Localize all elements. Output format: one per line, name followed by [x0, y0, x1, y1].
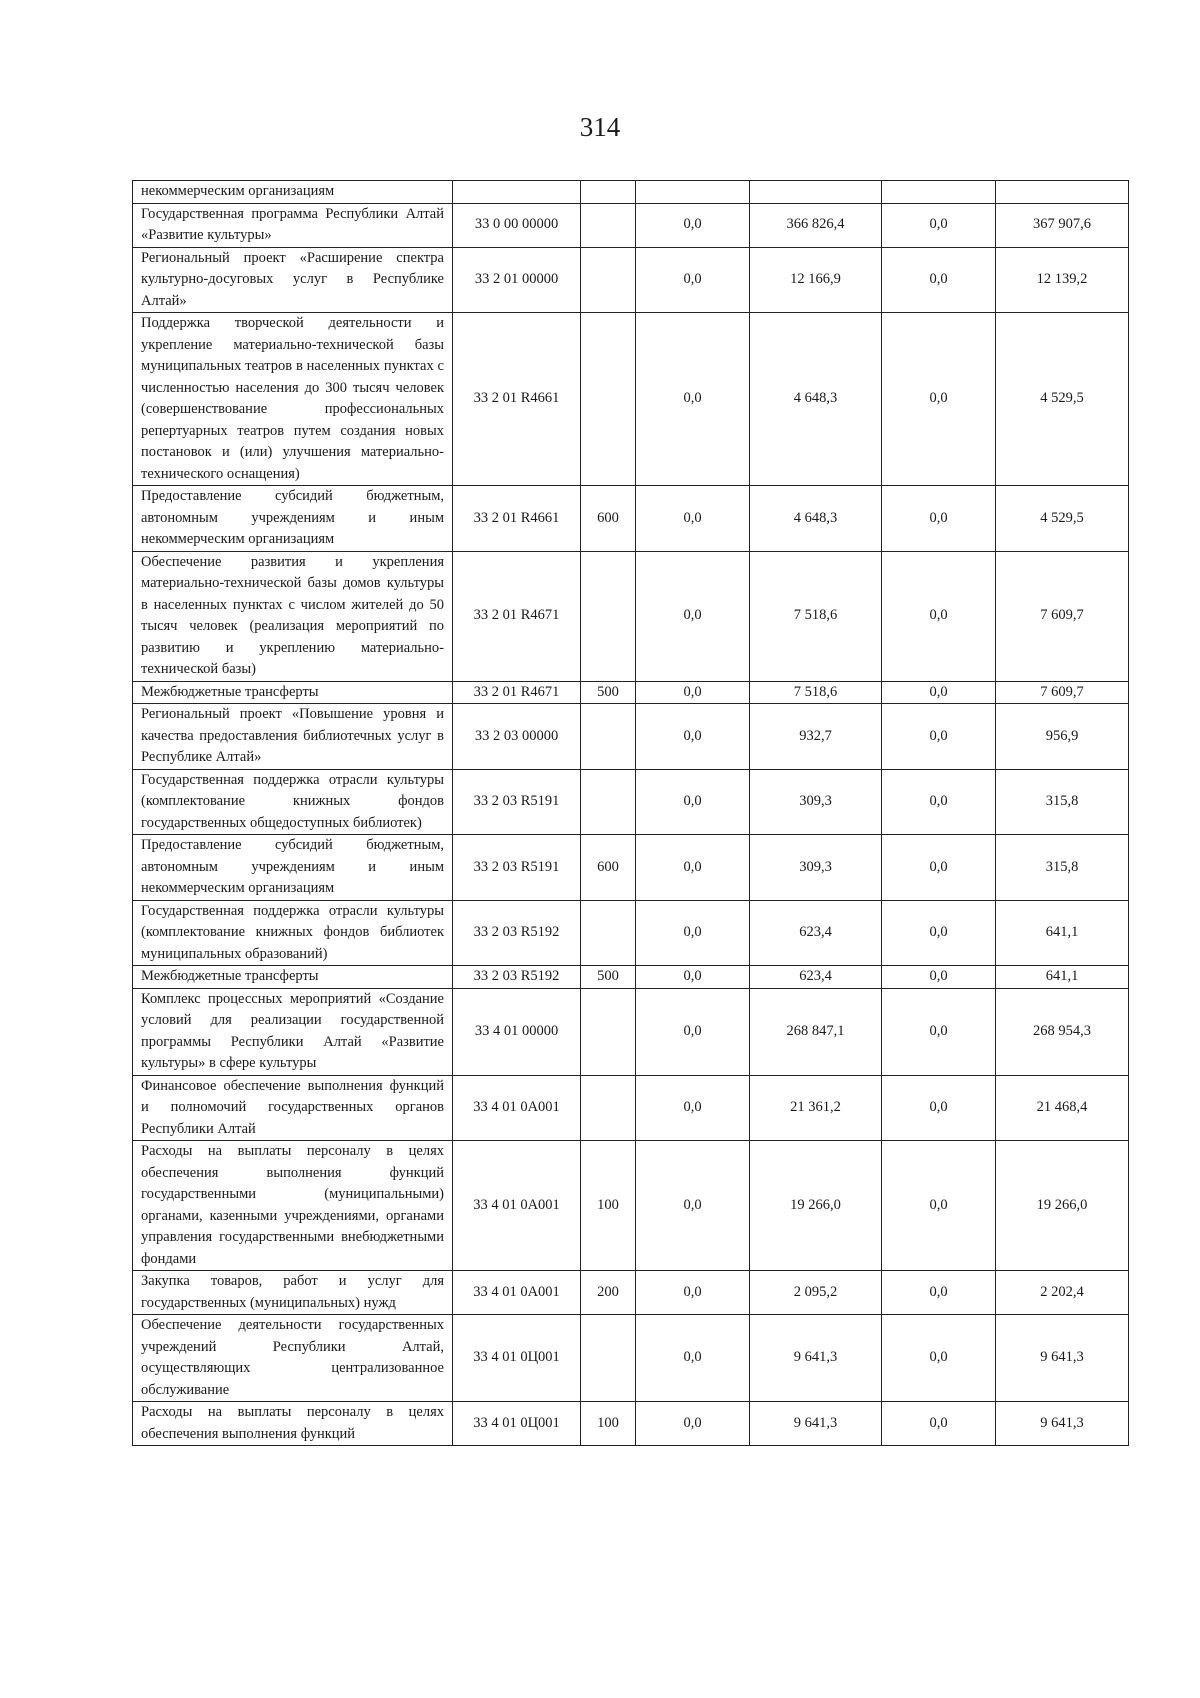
row-value-2-cell: 2 095,2 — [750, 1271, 882, 1315]
row-value-2-cell: 366 826,4 — [750, 203, 882, 247]
row-name-cell: Региональный проект «Повышение уровня и качества предоставления библиотечных услуг в Республике Алтай» — [133, 704, 453, 770]
row-expense-type-cell: 600 — [581, 835, 636, 901]
row-value-4-cell: 367 907,6 — [996, 203, 1129, 247]
row-value-4-cell: 641,1 — [996, 900, 1129, 966]
row-value-4-cell: 956,9 — [996, 704, 1129, 770]
row-value-3-cell: 0,0 — [882, 900, 996, 966]
row-value-2-cell: 12 166,9 — [750, 247, 882, 313]
row-value-1-cell: 0,0 — [636, 486, 750, 552]
row-value-3-cell: 0,0 — [882, 551, 996, 681]
page-number: 314 — [579, 112, 621, 142]
row-code-cell: 33 4 01 0А001 — [453, 1075, 581, 1141]
table-row — [133, 1075, 1129, 1141]
row-value-4-cell: 315,8 — [996, 769, 1129, 835]
row-code-cell: 33 0 00 00000 — [453, 203, 581, 247]
row-value-2-cell: 932,7 — [750, 704, 882, 770]
row-code-cell: 33 2 01 R4661 — [453, 486, 581, 552]
row-code-cell: 33 2 01 R4661 — [453, 313, 581, 486]
row-value-2-cell: 19 266,0 — [750, 1141, 882, 1271]
row-value-1-cell: 0,0 — [636, 247, 750, 313]
row-value-3-cell: 0,0 — [882, 486, 996, 552]
row-name-cell: Поддержка творческой деятельности и укрепление материально-технической базы муниципальных театров в населенных пунктах с численностью населения до 300 тысяч человек (совершенствование профессиональных репертуарных театров путем создания новых постановок и (или) улучшения материально-технического оснащения) — [133, 313, 453, 486]
row-expense-type-cell — [581, 988, 636, 1075]
row-value-1-cell: 0,0 — [636, 900, 750, 966]
row-value-4-cell — [996, 181, 1129, 204]
row-value-4-cell: 9 641,3 — [996, 1315, 1129, 1402]
table-row — [133, 900, 1129, 966]
row-value-4-cell: 268 954,3 — [996, 988, 1129, 1075]
row-code-cell: 33 2 03 00000 — [453, 704, 581, 770]
row-value-3-cell: 0,0 — [882, 1141, 996, 1271]
row-code-cell — [453, 181, 581, 204]
table-row — [133, 681, 1129, 704]
row-value-2-cell: 309,3 — [750, 769, 882, 835]
row-value-2-cell: 268 847,1 — [750, 988, 882, 1075]
budget-table-body — [133, 181, 1129, 1446]
row-code-cell: 33 2 01 00000 — [453, 247, 581, 313]
row-value-4-cell: 21 468,4 — [996, 1075, 1129, 1141]
row-value-3-cell: 0,0 — [882, 681, 996, 704]
row-name-cell: Комплекс процессных мероприятий «Создание условий для реализации государственной программы Республики Алтай «Развитие культуры» в сфере культуры — [133, 988, 453, 1075]
row-code-cell: 33 2 03 R5191 — [453, 769, 581, 835]
row-value-4-cell: 12 139,2 — [996, 247, 1129, 313]
row-code-cell: 33 4 01 0Ц001 — [453, 1402, 581, 1446]
row-value-4-cell: 9 641,3 — [996, 1402, 1129, 1446]
row-value-3-cell: 0,0 — [882, 203, 996, 247]
row-expense-type-cell — [581, 247, 636, 313]
row-value-3-cell: 0,0 — [882, 988, 996, 1075]
table-row — [133, 486, 1129, 552]
row-name-cell: Государственная поддержка отрасли культуры (комплектование книжных фондов государственных общедоступных библиотек) — [133, 769, 453, 835]
row-value-2-cell: 4 648,3 — [750, 313, 882, 486]
row-value-2-cell: 4 648,3 — [750, 486, 882, 552]
row-expense-type-cell — [581, 181, 636, 204]
row-name-cell: Обеспечение деятельности государственных учреждений Республики Алтай, осуществляющих централизованное обслуживание — [133, 1315, 453, 1402]
row-value-4-cell: 19 266,0 — [996, 1141, 1129, 1271]
row-value-1-cell: 0,0 — [636, 1141, 750, 1271]
row-value-1-cell: 0,0 — [636, 551, 750, 681]
row-name-cell: Предоставление субсидий бюджетным, автономным учреждениям и иным некоммерческим организациям — [133, 835, 453, 901]
row-value-3-cell: 0,0 — [882, 1402, 996, 1446]
row-expense-type-cell — [581, 551, 636, 681]
row-value-2-cell — [750, 181, 882, 204]
row-value-1-cell: 0,0 — [636, 1315, 750, 1402]
table-row — [133, 203, 1129, 247]
table-row — [133, 1402, 1129, 1446]
row-code-cell: 33 2 03 R5192 — [453, 900, 581, 966]
row-value-3-cell: 0,0 — [882, 769, 996, 835]
row-value-4-cell: 641,1 — [996, 966, 1129, 989]
row-code-cell: 33 2 03 R5191 — [453, 835, 581, 901]
row-expense-type-cell — [581, 769, 636, 835]
row-value-3-cell: 0,0 — [882, 835, 996, 901]
row-value-2-cell: 7 518,6 — [750, 681, 882, 704]
row-value-1-cell: 0,0 — [636, 1271, 750, 1315]
row-code-cell: 33 4 01 0А001 — [453, 1141, 581, 1271]
row-value-2-cell: 7 518,6 — [750, 551, 882, 681]
row-value-3-cell: 0,0 — [882, 966, 996, 989]
row-value-3-cell: 0,0 — [882, 313, 996, 486]
row-code-cell: 33 4 01 00000 — [453, 988, 581, 1075]
row-expense-type-cell: 200 — [581, 1271, 636, 1315]
row-name-cell: Расходы на выплаты персоналу в целях обеспечения выполнения функций — [133, 1402, 453, 1446]
row-name-cell: Закупка товаров, работ и услуг для государственных (муниципальных) нужд — [133, 1271, 453, 1315]
row-expense-type-cell: 500 — [581, 681, 636, 704]
row-value-3-cell: 0,0 — [882, 1271, 996, 1315]
row-name-cell: Межбюджетные трансферты — [133, 966, 453, 989]
row-value-4-cell: 2 202,4 — [996, 1271, 1129, 1315]
row-expense-type-cell — [581, 1075, 636, 1141]
row-expense-type-cell: 500 — [581, 966, 636, 989]
table-row — [133, 1315, 1129, 1402]
row-name-cell: Расходы на выплаты персоналу в целях обеспечения выполнения функций государственными (муниципальными) органами, казенными учреждениями, органами управления государственными внебюджетными фондами — [133, 1141, 453, 1271]
row-code-cell: 33 4 01 0А001 — [453, 1271, 581, 1315]
table-row — [133, 966, 1129, 989]
table-row — [133, 988, 1129, 1075]
row-value-2-cell: 623,4 — [750, 966, 882, 989]
row-expense-type-cell — [581, 1315, 636, 1402]
row-value-4-cell: 7 609,7 — [996, 681, 1129, 704]
row-value-3-cell: 0,0 — [882, 247, 996, 313]
row-value-2-cell: 309,3 — [750, 835, 882, 901]
row-value-1-cell: 0,0 — [636, 704, 750, 770]
row-value-4-cell: 315,8 — [996, 835, 1129, 901]
row-name-cell: Государственная поддержка отрасли культуры (комплектование книжных фондов библиотек муниципальных образований) — [133, 900, 453, 966]
table-row — [133, 313, 1129, 486]
table-row — [133, 1271, 1129, 1315]
row-expense-type-cell: 100 — [581, 1402, 636, 1446]
row-value-1-cell: 0,0 — [636, 1075, 750, 1141]
row-value-3-cell: 0,0 — [882, 1075, 996, 1141]
row-value-4-cell: 4 529,5 — [996, 486, 1129, 552]
row-value-1-cell: 0,0 — [636, 988, 750, 1075]
table-row — [133, 704, 1129, 770]
row-value-1-cell: 0,0 — [636, 313, 750, 486]
row-value-1-cell: 0,0 — [636, 835, 750, 901]
row-value-1-cell: 0,0 — [636, 966, 750, 989]
row-name-cell: Межбюджетные трансферты — [133, 681, 453, 704]
row-name-cell: Предоставление субсидий бюджетным, автономным учреждениям и иным некоммерческим организациям — [133, 486, 453, 552]
table-row — [133, 247, 1129, 313]
row-value-4-cell: 7 609,7 — [996, 551, 1129, 681]
row-code-cell: 33 2 01 R4671 — [453, 551, 581, 681]
row-value-2-cell: 623,4 — [750, 900, 882, 966]
row-code-cell: 33 4 01 0Ц001 — [453, 1315, 581, 1402]
table-row — [133, 181, 1129, 204]
row-value-3-cell — [882, 181, 996, 204]
row-value-1-cell: 0,0 — [636, 203, 750, 247]
row-value-3-cell: 0,0 — [882, 704, 996, 770]
row-name-cell: Государственная программа Республики Алтай «Развитие культуры» — [133, 203, 453, 247]
row-code-cell: 33 2 03 R5192 — [453, 966, 581, 989]
row-expense-type-cell — [581, 900, 636, 966]
table-row — [133, 551, 1129, 681]
row-expense-type-cell: 100 — [581, 1141, 636, 1271]
row-expense-type-cell — [581, 313, 636, 486]
table-row — [133, 1141, 1129, 1271]
row-value-1-cell: 0,0 — [636, 769, 750, 835]
row-value-2-cell: 21 361,2 — [750, 1075, 882, 1141]
row-value-1-cell — [636, 181, 750, 204]
row-expense-type-cell — [581, 704, 636, 770]
row-name-cell: Обеспечение развития и укрепления материально-технической базы домов культуры в населенных пунктах с числом жителей до 50 тысяч человек (реализация мероприятий по развитию и укреплению материально-технической базы) — [133, 551, 453, 681]
table-row — [133, 769, 1129, 835]
row-value-1-cell: 0,0 — [636, 681, 750, 704]
row-expense-type-cell: 600 — [581, 486, 636, 552]
row-value-2-cell: 9 641,3 — [750, 1315, 882, 1402]
row-value-3-cell: 0,0 — [882, 1315, 996, 1402]
budget-table — [132, 180, 1129, 1446]
row-name-cell: некоммерческим организациям — [133, 181, 453, 204]
row-code-cell: 33 2 01 R4671 — [453, 681, 581, 704]
row-value-4-cell: 4 529,5 — [996, 313, 1129, 486]
row-name-cell: Финансовое обеспечение выполнения функций и полномочий государственных органов Республики Алтай — [133, 1075, 453, 1141]
table-row — [133, 835, 1129, 901]
row-value-1-cell: 0,0 — [636, 1402, 750, 1446]
row-expense-type-cell — [581, 203, 636, 247]
row-value-2-cell: 9 641,3 — [750, 1402, 882, 1446]
row-name-cell: Региональный проект «Расширение спектра культурно-досуговых услуг в Республике Алтай» — [133, 247, 453, 313]
